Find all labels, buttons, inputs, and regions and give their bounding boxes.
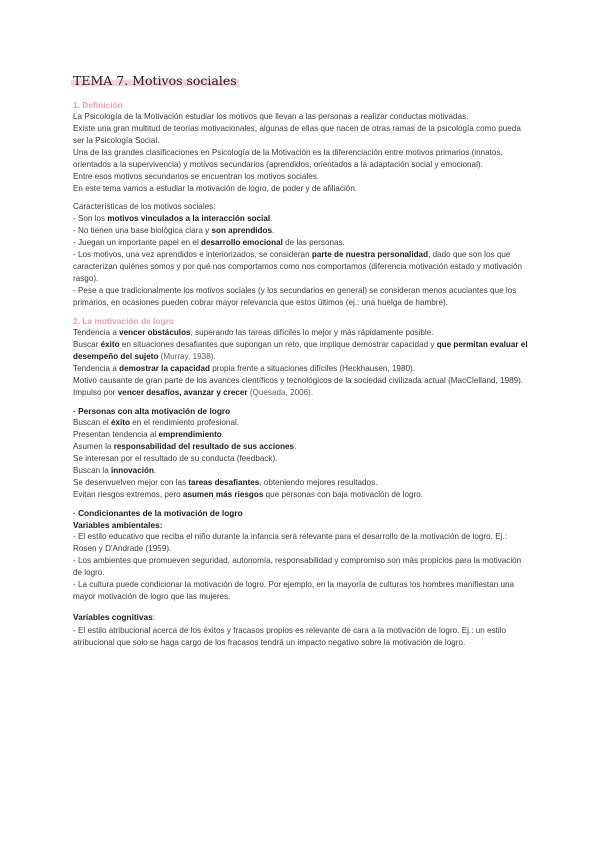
paragraph: Impulso por vencer desafíos, avanzar y crecer (Quesada, 2006). (73, 388, 314, 398)
document-page (73, 72, 531, 649)
page-title: TEMA 7. Motivos sociales (73, 73, 237, 88)
list-item: Se interesan por el resultado de su conducta (feedback). (73, 454, 278, 464)
subheading-cognitivas: Variables cognitivas: (73, 612, 156, 623)
list-item: Buscan la innovación. (73, 466, 157, 476)
paragraph: Una de las grandes clasificaciones en Psicología de la Motivación es la diferenciación entre motivos primarios (innatos, orientados a la supervivencia) y motivos secundarios (aprendidos, orientados a la adaptación social y emocional). (73, 148, 503, 170)
paragraph: Tendencia a demostrar la capacidad propia frente a situaciones difíciles (Heckhausen, 1980). (73, 364, 415, 374)
list-item: - El estilo atribucional acerca de los éxitos y fracasos propios es relevante de cara a la motivación de logro. Ej.: un estilo atribucional que solo se haga cargo de los fracasos tendrá un impacto negativo sobre la motivación de logro. (73, 626, 507, 648)
list-item: - No tienen una base biológica clara y son aprendidos. (73, 226, 275, 236)
list-item: - El estilo educativo que reciba el niño durante la infancia será relevante para el desarrollo de la motivación de logro. Ej.: Rosen y D'Andrade (1959). (73, 532, 507, 554)
list-item: - Pese a que tradicionalmente los motivos sociales (y los secundarios en general) se consideran menos acuciantes que los primarios, en ocasiones pueden cobrar mayor relevancia que estos últimos (ej.: una huelga de hambre). (73, 286, 517, 308)
list-item: Buscan el éxito en el rendimiento profesional. (73, 418, 240, 428)
list-item: - Los motivos, una vez aprendidos e interiorizados, se consideran parte de nuestra personalidad, dado que son los que caracterizan quiénes somos y por qué nos comportamos como nos comportamos (diferencia motivación estado y motivación rasgo). (73, 250, 523, 284)
subheading-ambientales: Variables ambientales: (73, 520, 163, 531)
paragraph: Buscar éxito en situaciones desafiantes que supongan un reto, que implique demostrar capacidad y que permitan evaluar el desempeño del sujeto (Murray, 1938). (73, 340, 528, 362)
subheading-personas: · Personas con alta motivación de logro (73, 406, 231, 417)
list-item: - Juegan un importante papel en el desarrollo emocional de las personas. (73, 238, 345, 248)
paragraph: En este tema vamos a estudiar la motivación de logro, de poder y de afiliación. (73, 184, 358, 194)
paragraph: Motivo causante de gran parte de los avances científicos y tecnológicos de la sociedad civilizada actual (MacClelland, 1989). (73, 376, 524, 386)
list-intro: Características de los motivos sociales: (73, 202, 216, 212)
paragraph: La Psicología de la Motivación estudiar los motivos que llevan a las personas a realizar conductas motivadas. (73, 112, 469, 122)
paragraph: Existe una gran multitud de teorías motivacionales, algunas de ellas que nacen de otras ramas de la psicología como pueda ser la Psicología Social. (73, 124, 521, 146)
list-item: - Los ambientes que promueven seguridad, autonomía, responsabilidad y compromiso son más propicios para la motivación de logro. (73, 556, 522, 578)
list-item: Asumen la responsabilidad del resultado de sus acciones. (73, 442, 297, 452)
list-item: Se desenvuelven mejor con las tareas desafiantes, obteniendo mejores resultados. (73, 478, 378, 488)
section-heading-definicion: 1. Definición (73, 100, 123, 110)
paragraph: Tendencia a vencer obstáculos, superando las tareas difíciles lo mejor y más rápidamente posible. (73, 328, 434, 338)
list-item: - Son los motivos vinculados a la interacción social. (73, 214, 273, 224)
subheading-condicionantes: · Condicionantes de la motivación de logro (73, 508, 243, 519)
list-item: Presentan tendencia al emprendimiento. (73, 430, 225, 440)
list-item: - La cultura puede condicionar la motivación de logro. Por ejemplo, en la mayoría de culturas los hombres manifiestan una mayor motivación de logro que las mujeres. (73, 580, 515, 602)
paragraph: Entre esos motivos secundarios se encuentran los motivos sociales. (73, 172, 320, 182)
list-item: Evitan riesgos extremos, pero asumen más riesgos que personas con baja motivación de logro. (73, 490, 424, 500)
section-heading-motivacion-logro: 2. La motivación de logro (73, 316, 174, 327)
